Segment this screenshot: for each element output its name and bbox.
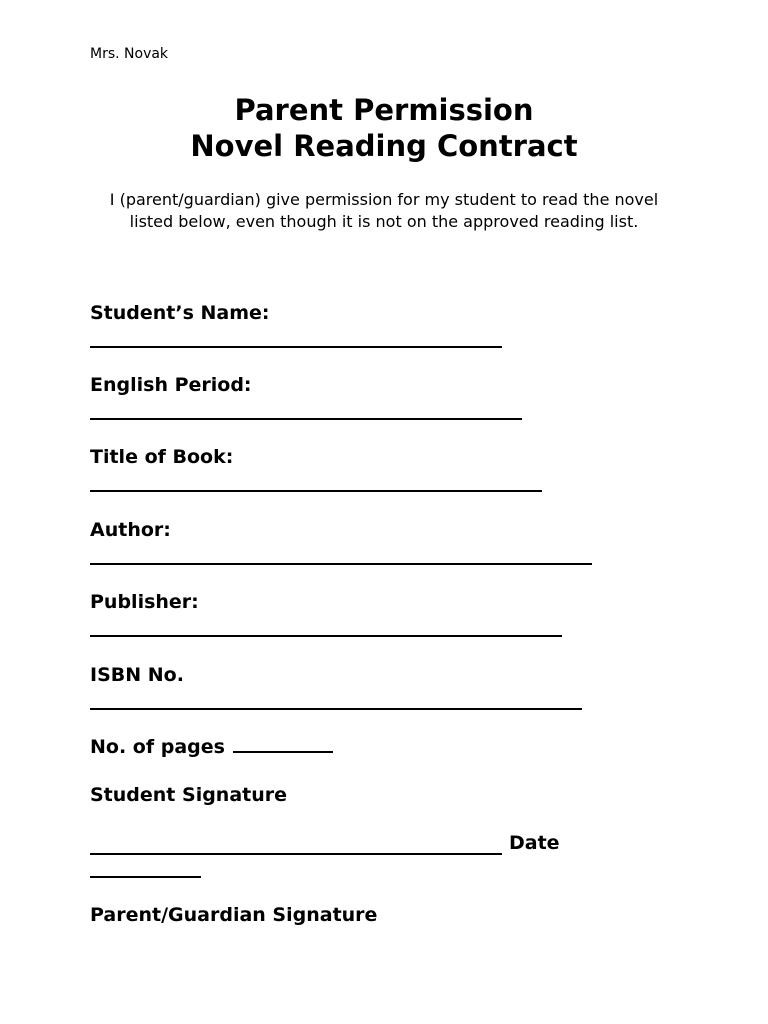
isbn-label: ISBN No. xyxy=(90,664,184,686)
date-label: Date xyxy=(509,832,560,854)
title-of-book-line[interactable] xyxy=(90,490,542,492)
publisher-label: Publisher: xyxy=(90,591,199,613)
pages-label: No. of pages xyxy=(90,736,225,758)
author-label: Author: xyxy=(90,519,171,541)
pages-line[interactable] xyxy=(233,737,333,753)
permission-statement: I (parent/guardian) give permission for my student to read the novel listed below, even though it is not on the approved reading list. xyxy=(109,190,659,231)
pages-row xyxy=(90,735,333,759)
isbn-line[interactable] xyxy=(90,708,582,710)
english-period-label: English Period: xyxy=(90,374,252,396)
author-line[interactable] xyxy=(90,563,592,565)
title-line-2: Novel Reading Contract xyxy=(190,129,578,163)
student-signature-line[interactable] xyxy=(90,853,502,855)
student-signature-label: Student Signature xyxy=(90,784,288,806)
student-name-label: Student’s Name: xyxy=(90,302,270,324)
parent-signature-label: Parent/Guardian Signature xyxy=(90,904,378,926)
student-name-line[interactable] xyxy=(90,346,502,348)
title-line-1: Parent Permission xyxy=(234,93,534,127)
publisher-line[interactable] xyxy=(90,635,562,637)
document-title xyxy=(0,92,768,164)
date-line[interactable] xyxy=(90,876,201,878)
english-period-line[interactable] xyxy=(90,418,522,420)
title-of-book-label: Title of Book: xyxy=(90,446,234,468)
teacher-name: Mrs. Novak xyxy=(90,46,169,62)
